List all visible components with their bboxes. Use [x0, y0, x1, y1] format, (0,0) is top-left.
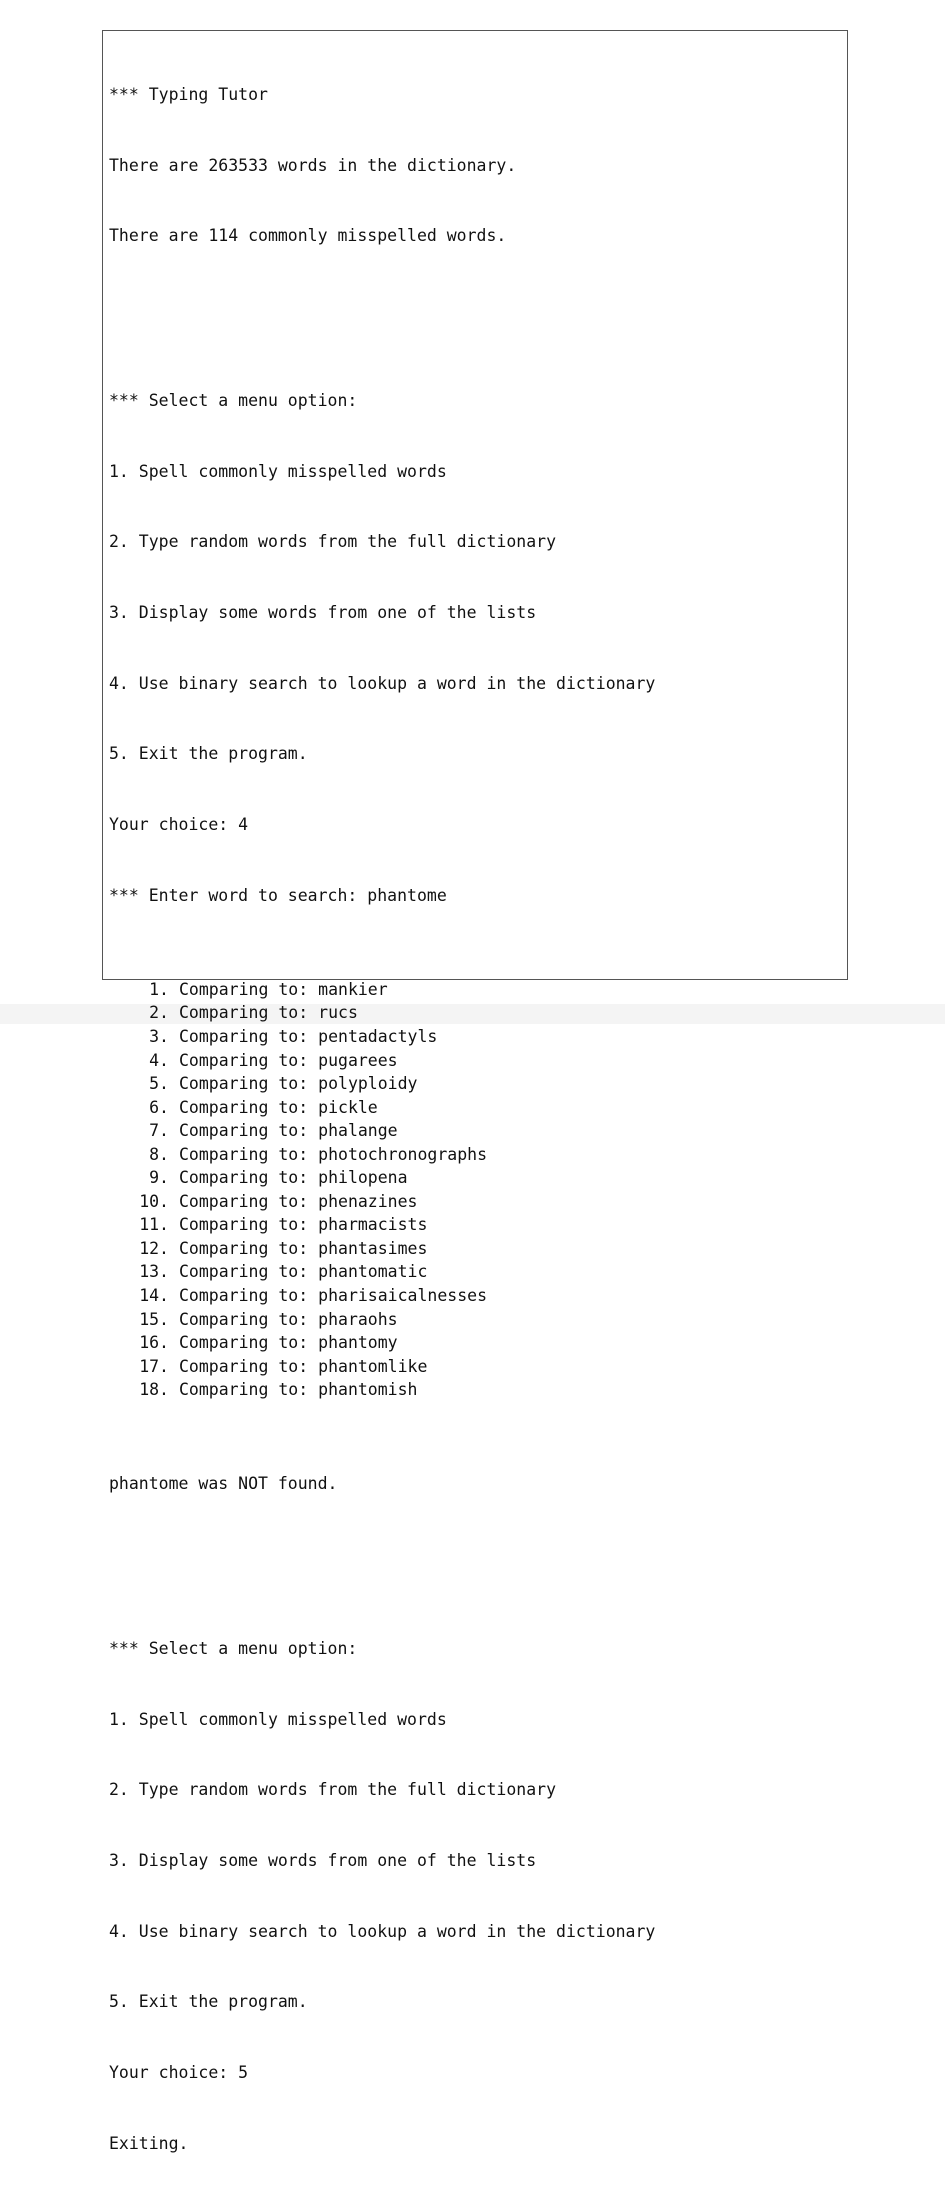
menu-option-type-random: 2. Type random words from the full dictionary [109, 1780, 557, 1800]
menu-option-spell: 1. Spell commonly misspelled words [109, 1709, 447, 1729]
comparison-number: 9. [149, 1168, 169, 1188]
comparison-line [109, 1190, 655, 1214]
comparison-label: Comparing to: [179, 1168, 309, 1188]
comparison-word: rucs [318, 1003, 358, 1023]
comparison-number: 14. [139, 1285, 169, 1305]
comparison-line [109, 1049, 655, 1073]
comparison-word: pharaohs [318, 1309, 398, 1329]
menu-option-binary-search: 4. Use binary search to lookup a word in the dictionary [109, 1921, 656, 1941]
blank-line [109, 1543, 655, 1567]
comparison-line [109, 1260, 655, 1284]
comparison-label: Comparing to: [179, 1309, 309, 1329]
comparison-number: 4. [149, 1050, 169, 1070]
comparison-number: 6. [149, 1097, 169, 1117]
comparison-list [109, 978, 655, 1402]
comparison-number: 16. [139, 1333, 169, 1353]
comparison-line [109, 1237, 655, 1261]
comparison-word: phantomlike [318, 1356, 428, 1376]
comparison-word: phantomatic [318, 1262, 428, 1282]
choice-line: Your choice: 4 [109, 815, 249, 835]
comparison-number: 15. [139, 1309, 169, 1329]
comparison-word: pentadactyls [318, 1026, 438, 1046]
comparison-label: Comparing to: [179, 1144, 309, 1164]
comparison-word: phenazines [318, 1191, 418, 1211]
comparison-label: Comparing to: [179, 1121, 309, 1141]
blank-line [109, 295, 655, 319]
comparison-number: 7. [149, 1121, 169, 1141]
comparison-word: philopena [318, 1168, 408, 1188]
console-output [102, 30, 848, 2153]
comparison-line [109, 1143, 655, 1167]
comparison-word: pickle [318, 1097, 378, 1117]
search-result-line: phantome was NOT found. [109, 1474, 338, 1494]
comparison-number: 11. [139, 1215, 169, 1235]
comparison-word: phalange [318, 1121, 398, 1141]
comparison-line [109, 978, 655, 1002]
comparison-label: Comparing to: [179, 1356, 309, 1376]
comparison-number: 1. [149, 979, 169, 999]
menu-prompt: *** Select a menu option: [109, 1639, 358, 1659]
comparison-line [109, 1378, 655, 1402]
comparison-label: Comparing to: [179, 1003, 309, 1023]
comparison-number: 18. [139, 1380, 169, 1400]
comparison-label: Comparing to: [179, 1262, 309, 1282]
menu-option-exit: 5. Exit the program. [109, 1992, 308, 2012]
comparison-word: photochronographs [318, 1144, 488, 1164]
comparison-line [109, 1166, 655, 1190]
menu-option-display: 3. Display some words from one of the lists [109, 603, 537, 623]
comparison-number: 3. [149, 1026, 169, 1046]
comparison-label: Comparing to: [179, 979, 309, 999]
menu-option-spell: 1. Spell commonly misspelled words [109, 461, 447, 481]
menu-option-type-random: 2. Type random words from the full dictionary [109, 532, 557, 552]
comparison-line [109, 1284, 655, 1308]
comparison-label: Comparing to: [179, 1380, 309, 1400]
comparison-label: Comparing to: [179, 1050, 309, 1070]
comparison-word: pharisaicalnesses [318, 1285, 488, 1305]
comparison-word: phantomish [318, 1380, 418, 1400]
comparison-word: mankier [318, 979, 388, 999]
comparison-word: pharmacists [318, 1215, 428, 1235]
comparison-word: phantomy [318, 1333, 398, 1353]
menu-prompt: *** Select a menu option: [109, 391, 358, 411]
comparison-line [109, 1001, 655, 1025]
comparison-label: Comparing to: [179, 1238, 309, 1258]
comparison-line [109, 1119, 655, 1143]
comparison-number: 2. [149, 1003, 169, 1023]
comparison-line [109, 1213, 655, 1237]
comparison-label: Comparing to: [179, 1215, 309, 1235]
comparison-line [109, 1025, 655, 1049]
comparison-word: pugarees [318, 1050, 398, 1070]
comparison-label: Comparing to: [179, 1285, 309, 1305]
comparison-line [109, 1355, 655, 1379]
comparison-line [109, 1096, 655, 1120]
comparison-number: 10. [139, 1191, 169, 1211]
console-lines [109, 36, 655, 2202]
comparison-label: Comparing to: [179, 1333, 309, 1353]
menu-option-binary-search: 4. Use binary search to lookup a word in the dictionary [109, 673, 656, 693]
search-prompt-line: *** Enter word to search: phantome [109, 885, 447, 905]
comparison-number: 12. [139, 1238, 169, 1258]
misspelled-count-line: There are 114 commonly misspelled words. [109, 226, 507, 246]
choice-line: Your choice: 5 [109, 2063, 249, 2083]
comparison-number: 8. [149, 1144, 169, 1164]
exit-message-line: Exiting. [109, 2133, 189, 2153]
comparison-line [109, 1072, 655, 1096]
comparison-label: Comparing to: [179, 1097, 309, 1117]
comparison-word: phantasimes [318, 1238, 428, 1258]
menu-option-exit: 5. Exit the program. [109, 744, 308, 764]
comparison-line [109, 1308, 655, 1332]
comparison-number: 13. [139, 1262, 169, 1282]
menu-option-display: 3. Display some words from one of the lists [109, 1851, 537, 1871]
comparison-label: Comparing to: [179, 1191, 309, 1211]
comparison-label: Comparing to: [179, 1026, 309, 1046]
comparison-label: Comparing to: [179, 1074, 309, 1094]
dictionary-count-line: There are 263533 words in the dictionary. [109, 155, 517, 175]
app-title-line: *** Typing Tutor [109, 85, 268, 105]
comparison-number: 5. [149, 1074, 169, 1094]
comparison-word: polyploidy [318, 1074, 418, 1094]
comparison-number: 17. [139, 1356, 169, 1376]
comparison-line [109, 1331, 655, 1355]
